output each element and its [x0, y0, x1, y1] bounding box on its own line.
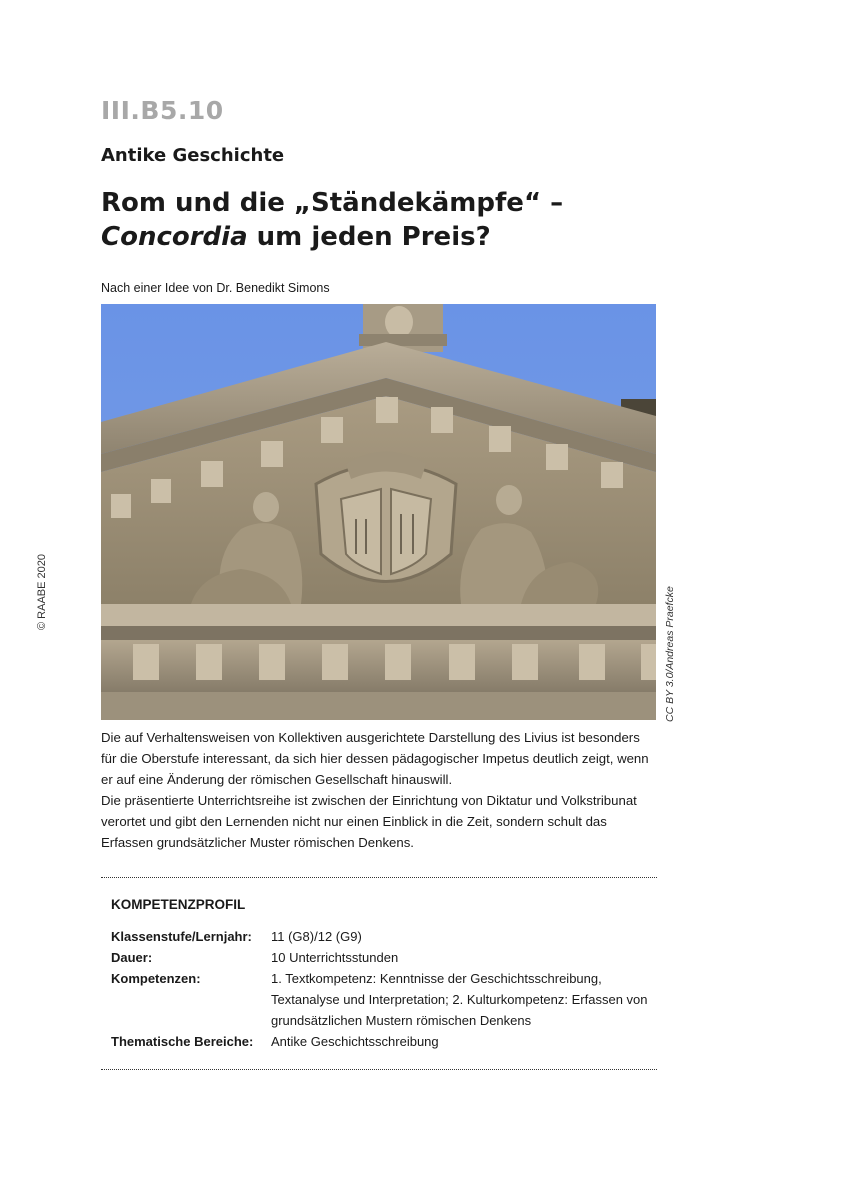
page-title — [101, 186, 681, 254]
profile-value: 10 Unterrichtsstunden — [271, 950, 399, 965]
profile-row — [111, 968, 651, 1031]
unit-code: III.B5.10 — [101, 96, 224, 125]
intro-text — [101, 727, 657, 853]
entablature-top — [101, 604, 656, 626]
intro-paragraph-1: Die auf Verhaltensweisen von Kollektiven ausgerichtete Darstellung des Livius ist besonders für die Oberstufe interessant, da sich hier dessen pädagogischer Impetus deutlich zeigt, wenn er auf eine Änderung der römischen Gesellschaft hinauswill. — [101, 730, 649, 787]
subject-heading: Antike Geschichte — [101, 145, 285, 166]
profile-row — [111, 926, 651, 947]
author-line: Nach einer Idee von Dr. Benedikt Simons — [101, 281, 330, 295]
title-italic-word: Concordia — [101, 222, 248, 252]
profile-row — [111, 1031, 651, 1052]
profile-label: Thematische Bereiche: — [111, 1034, 254, 1049]
apex-statue — [359, 304, 447, 352]
title-part-2: um jeden Preis? — [247, 222, 491, 252]
profile-row — [111, 947, 651, 968]
entablature-shadow — [101, 626, 656, 640]
photo-credit: CC BY 3.0/Andreas Praefcke — [664, 586, 676, 722]
copyright-note: © RAABE 2020 — [36, 554, 48, 630]
divider-bottom — [101, 1069, 657, 1070]
profile-value: Antike Geschichtsschreibung — [271, 1034, 439, 1049]
divider-top — [101, 877, 657, 878]
profile-label: Kompetenzen: — [111, 971, 201, 986]
profile-value: 1. Textkompetenz: Kenntnisse der Geschichtsschreibung, Textanalyse und Interpretation; 2. Kulturkompetenz: Erfassen von grundsätzlichen Mustern römischen Denkens — [271, 971, 648, 1028]
intro-paragraph-2: Die präsentierte Unterrichtsreihe ist zwischen der Einrichtung von Diktatur und Volkstribunat verortet und gibt den Lernenden nicht nur einen Einblick in die Zeit, sondern schult das Erfassen grundsätzlicher Muster römischen Denkens. — [101, 793, 637, 850]
title-part-1: Rom und die „Ständekämpfe“ – — [101, 188, 564, 218]
competence-profile-table — [111, 926, 651, 1052]
competence-profile-title: KOMPETENZPROFIL — [111, 897, 246, 912]
pediment-photo — [101, 304, 656, 720]
profile-label: Klassenstufe/Lernjahr: — [111, 929, 252, 944]
profile-value: 11 (G8)/12 (G9) — [271, 929, 362, 944]
profile-label: Dauer: — [111, 950, 153, 965]
lower-band — [101, 692, 656, 720]
